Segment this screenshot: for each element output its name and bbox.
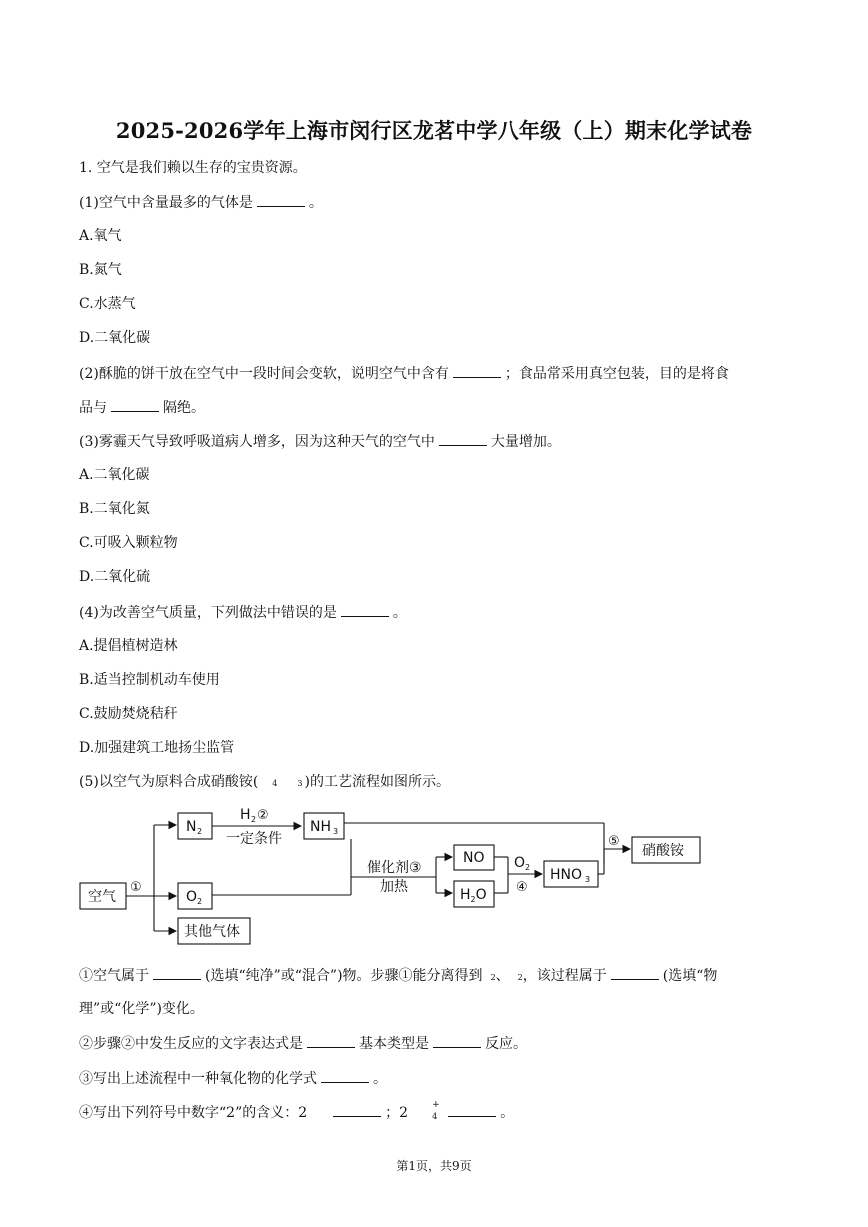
part-4-text: (4)为改善空气质量，下列做法中错误的是: [79, 605, 337, 621]
option-a: A.提倡植树造林: [79, 638, 178, 654]
answer-blank: [611, 965, 659, 980]
question-stem: 1. 空气是我们赖以生存的宝贵资源。: [79, 160, 307, 176]
part-4-end: 。: [392, 605, 407, 621]
part-5-end: )的工艺流程如图所示。: [304, 774, 450, 790]
question-part-2: [79, 363, 729, 384]
formula-fragment: 3: [297, 779, 303, 788]
option-b: B.适当控制机动车使用: [79, 672, 220, 688]
answer-blank: [153, 965, 201, 980]
h2o-label: $H_2O$: [460, 887, 487, 904]
answer-blank: [448, 1102, 496, 1117]
page-footer: 第1页，共9页: [396, 1159, 472, 1173]
option-c: C.可吸入颗粒物: [79, 535, 178, 551]
sub-4-text-a: ④写出下列符号中数字“2”的含义：2: [79, 1105, 308, 1121]
nh3-label: NH: [310, 819, 331, 835]
o2-reagent-subscript: 2: [525, 863, 531, 872]
n2-label: N: [186, 819, 197, 835]
option-a: A.氧气: [79, 228, 122, 244]
step-1-label: ①: [130, 880, 142, 895]
charge-sign: +: [432, 1100, 440, 1110]
sub-2-text-c: 反应。: [485, 1036, 527, 1052]
sub-1-text-a: ①空气属于: [79, 968, 149, 984]
answer-blank: [307, 1033, 355, 1048]
o2-reagent-label: O: [514, 855, 526, 871]
answer-blank: [333, 1102, 381, 1117]
question-part-5: [79, 772, 450, 794]
option-b: B.氮气: [79, 262, 122, 278]
hno3-subscript: 3: [585, 875, 591, 884]
question-part-3: [79, 431, 561, 452]
part-2-text-b: ；食品常采用真空包装，目的是将食: [504, 366, 729, 382]
sub-4-text-b: ；2: [385, 1105, 409, 1121]
process-flow-diagram: [76, 805, 716, 950]
option-b: B.二氧化氮: [79, 501, 150, 517]
sub-1-text-b: (选填“纯净”或“混合”)物。步骤①能分离得到: [205, 968, 483, 984]
part-5-text: (5)以空气为原料合成硝酸铵(: [79, 774, 259, 790]
page-title: 2025-2026学年上海市闵行区龙茗中学八年级（上）期末化学试卷: [115, 118, 753, 143]
part-1-end: 。: [308, 195, 323, 211]
formula-fragment: 4: [272, 779, 278, 788]
air-label: 空气: [88, 889, 116, 905]
question-part-2-cont: [79, 397, 205, 418]
option-d: D.二氧化硫: [79, 569, 151, 585]
sub-2-text-a: ②步骤②中发生反应的文字表达式是: [79, 1036, 303, 1052]
option-d: D.二氧化碳: [79, 330, 151, 346]
option-a: A.二氧化碳: [79, 467, 150, 483]
part-2-text-a: (2)酥脆的饼干放在空气中一段时间会变软，说明空气中含有: [79, 366, 449, 382]
option-c: C.鼓励焚烧秸秆: [79, 706, 178, 722]
sub-question-2: [79, 1033, 527, 1054]
catalyst-label: 催化剂③: [367, 860, 422, 876]
question-part-1: [79, 192, 323, 213]
answer-blank: [321, 1068, 369, 1083]
nh3-subscript: 3: [333, 827, 339, 836]
answer-blank: [433, 1033, 481, 1048]
other-gas-label: 其他气体: [184, 924, 240, 940]
sub-4-text-e: 。: [500, 1105, 515, 1121]
sub-question-4: [79, 1102, 514, 1123]
o2-subscript: 2: [197, 897, 203, 906]
option-d: D.加强建筑工地扬尘监管: [79, 740, 235, 756]
h2-subscript: 2: [251, 815, 257, 824]
sub-2-text-b: 基本类型是: [359, 1036, 429, 1052]
sub-question-3: [79, 1068, 387, 1089]
subscript-digit: 4: [432, 1112, 438, 1121]
answer-blank: [453, 363, 501, 378]
answer-blank: [257, 192, 305, 207]
n2-subscript: 2: [197, 827, 203, 836]
answer-blank: [341, 602, 389, 617]
condition-label: 一定条件: [226, 831, 282, 847]
part-3-end: 大量增加。: [490, 434, 561, 450]
sub-1-text-d: 、: [495, 968, 510, 984]
no-label: NO: [463, 850, 485, 866]
hno3-label: HNO: [550, 867, 583, 883]
sub-1-text-g: (选填“物: [662, 968, 718, 984]
option-c: C.水蒸气: [79, 296, 136, 312]
sub-question-1-cont: 理”或“化学”)变化。: [79, 1001, 204, 1017]
formula-fragment: 2: [517, 973, 523, 982]
sub-3-text-a: ③写出上述流程中一种氧化物的化学式: [79, 1071, 317, 1087]
answer-blank: [439, 431, 487, 446]
product-label: 硝酸铵: [642, 843, 684, 859]
sub-1-text-f: ，该过程属于: [522, 968, 607, 984]
part-2-text-c: 品与: [79, 400, 107, 416]
heat-label: 加热: [380, 879, 408, 895]
h2-label: H: [240, 807, 251, 823]
step-2-label: ②: [257, 808, 269, 823]
answer-blank: [111, 397, 159, 412]
question-part-4: [79, 602, 407, 623]
step-4-label: ④: [516, 880, 528, 895]
part-2-text-d: 隔绝。: [163, 400, 205, 416]
charge-superscript: [430, 1100, 444, 1121]
sub-3-text-b: 。: [373, 1071, 387, 1087]
o2-label: O: [186, 889, 198, 905]
part-1-text: (1)空气中含量最多的气体是: [79, 195, 253, 211]
part-3-text: (3)雾霾天气导致呼吸道病人增多，因为这种天气的空气中: [79, 434, 435, 450]
step-5-label: ⑤: [608, 834, 620, 849]
formula-fragment: 2: [490, 973, 496, 982]
sub-question-1: [79, 965, 717, 988]
